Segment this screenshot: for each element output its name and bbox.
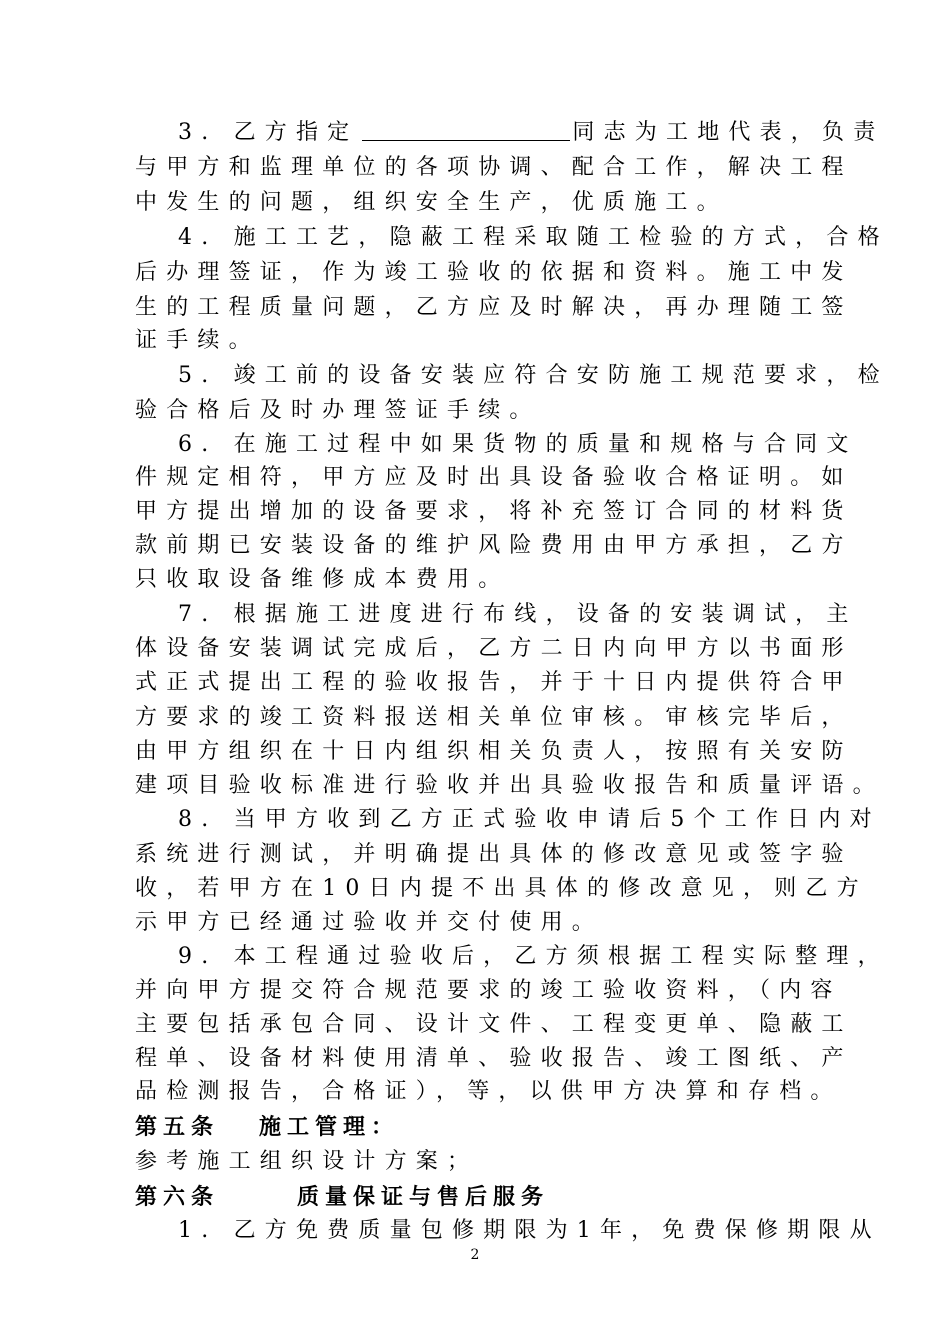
paragraph-6-line-3: 甲方提出增加的设备要求，将补充签订合同的材料货 (135, 499, 853, 524)
article-6-title: 质量保证与售后服务 (297, 1184, 550, 1210)
paragraph-4-line-2: 后办理签证，作为竣工验收的依据和资料。施工中发 (135, 260, 853, 285)
paragraph-7-line-5: 由甲方组织在十日内组织相关负责人，按照有关安防 (135, 739, 853, 764)
paragraph-7-line-4: 方要求的竣工资料报送相关单位审核。审核完毕后， (135, 705, 853, 730)
paragraph-4-line-3: 生的工程质量问题，乙方应及时解决，再办理随工签 (135, 295, 853, 320)
article-5-body: 参考施工组织设计方案； (135, 1149, 479, 1174)
paragraph-4-line-4: 证手续。 (135, 328, 260, 353)
paragraph-3-line-2: 与甲方和监理单位的各项协调、配合工作，解决工程 (135, 155, 853, 180)
paragraph-9-line-4: 程单、设备材料使用清单、验收报告、竣工图纸、产 (135, 1046, 853, 1071)
paragraph-5-line-1: 5. 竣工前的设备安装应符合安防施工规范要求，检 (178, 363, 889, 388)
paragraph-9-line-1: 9. 本工程通过验收后，乙方须根据工程实际整理， (178, 944, 889, 969)
article-6-number: 第六条 (135, 1184, 220, 1210)
paragraph-4-line-1: 4. 施工工艺，隐蔽工程采取随工检验的方式，合格 (178, 225, 889, 250)
page-number: 2 (470, 1247, 480, 1263)
paragraph-9-line-2: 并向甲方提交符合规范要求的竣工验收资料，（内容 (135, 978, 842, 1003)
paragraph-5-line-2: 验合格后及时办理签证手续。 (135, 398, 541, 423)
paragraph-3-line-3: 中发生的问题，组织安全生产，优质施工。 (135, 190, 728, 215)
article-5-number: 第五条 (135, 1114, 220, 1140)
paragraph-6-line-5: 只收取设备维修成本费用。 (135, 567, 510, 592)
paragraph-8-line-2: 系统进行测试，并明确提出具体的修改意见或签字验 (135, 842, 853, 867)
paragraph-7-line-3: 式正式提出工程的验收报告，并于十日内提供符合甲 (135, 670, 853, 695)
item-3-prefix: 3. 乙方指定 (178, 120, 359, 145)
article-6-paragraph-1: 1. 乙方免费质量包修期限为1年，免费保修期限从 (178, 1218, 881, 1243)
paragraph-3-line-1 (178, 118, 885, 150)
paragraph-7-line-1: 7. 根据施工进度进行布线，设备的安装调试，主 (178, 602, 858, 627)
representative-name-blank (362, 120, 570, 141)
paragraph-9-line-3: 主要包括承包合同、设计文件、工程变更单、隐蔽工 (135, 1012, 853, 1037)
paragraph-8-line-1: 8. 当甲方收到乙方正式验收申请后5个工作日内对 (178, 807, 881, 832)
paragraph-8-line-3: 收，若甲方在10日内提不出具体的修改意见，则乙方 (135, 876, 868, 901)
paragraph-9-line-5: 品检测报告，合格证），等，以供甲方决算和存档。 (135, 1079, 842, 1104)
article-5-heading (135, 1112, 835, 1144)
paragraph-6-line-1: 6. 在施工过程中如果货物的质量和规格与合同文 (178, 432, 858, 457)
article-6-heading (135, 1182, 835, 1214)
paragraph-8-line-4: 示甲方已经通过验收并交付使用。 (135, 910, 604, 935)
paragraph-7-line-6: 建项目验收标准进行验收并出具验收报告和质量评语。 (135, 773, 884, 798)
paragraph-6-line-2: 件规定相符，甲方应及时出具设备验收合格证明。如 (135, 465, 853, 490)
paragraph-6-line-4: 款前期已安装设备的维护风险费用由甲方承担，乙方 (135, 533, 853, 558)
item-3-after-blank: 同志为工地代表，负责 (572, 120, 885, 145)
article-5-title: 施工管理： (259, 1114, 400, 1140)
paragraph-7-line-2: 体设备安装调试完成后，乙方二日内向甲方以书面形 (135, 636, 853, 661)
